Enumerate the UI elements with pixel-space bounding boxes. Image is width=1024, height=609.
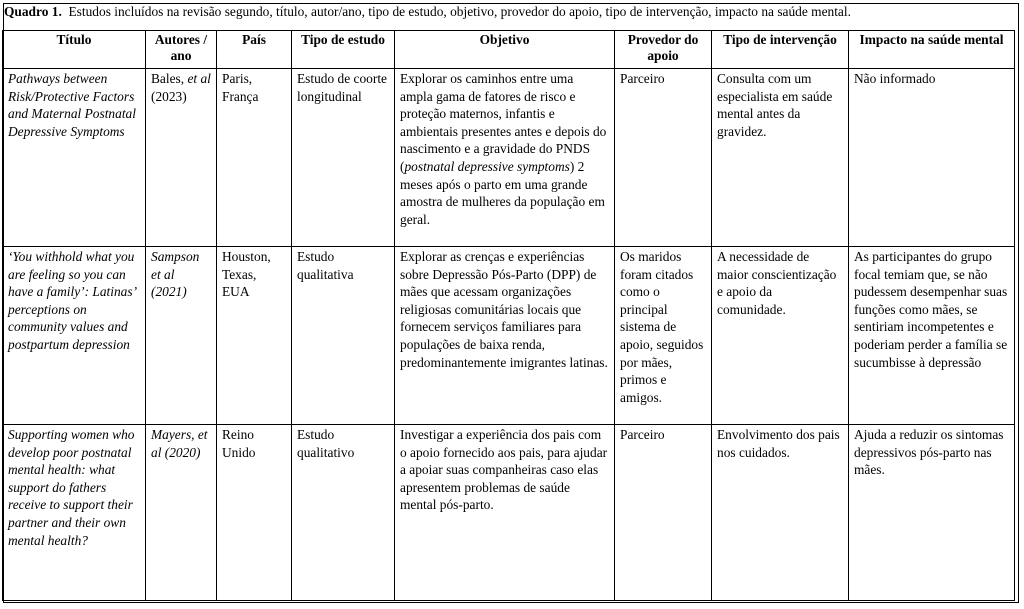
cell-impacto: Não informado: [849, 69, 1015, 247]
cell-provedor: Os maridos foram citados como o principal sistema de apoio, seguidos por mães, primos e amigos.: [615, 247, 712, 425]
cell-autor: Sampson et al (2021): [146, 247, 217, 425]
cell-tipo-intervencao: Consulta com um especialista em saúde mental antes da gravidez.: [712, 69, 849, 247]
cell-provedor: Parceiro: [615, 69, 712, 247]
cell-titulo: ‘You withhold what you are feeling so you can have a family’: Latinas’ perceptions on community values and postpartum depression: [3, 247, 146, 425]
header-tipo-intervencao: Tipo de intervenção: [712, 31, 849, 69]
header-impacto: Impacto na saúde mental: [849, 31, 1015, 69]
cell-pais: Paris, França: [217, 69, 292, 247]
cell-objetivo-text-c: ) 2 meses após o parto em uma grande amostra de mulheres da população em geral.: [400, 158, 605, 227]
cell-objetivo: Investigar a experiência dos pais com o apoio fornecido aos pais, para ajudar a apoiar suas companheiras caso elas apresentem problemas de saúde mental pós-parto.: [395, 425, 615, 601]
header-autores: Autores / ano: [146, 31, 217, 69]
cell-autor-etal: et al: [187, 71, 211, 86]
cell-impacto: Ajuda a reduzir os sintomas depressivos pós-parto nas mães.: [849, 425, 1015, 601]
cell-provedor: Parceiro: [615, 425, 712, 601]
header-titulo: Título: [3, 31, 146, 69]
header-tipo-estudo: Tipo de estudo: [292, 31, 395, 69]
cell-pais: Houston, Texas, EUA: [217, 247, 292, 425]
cell-autor-year: (2023): [151, 88, 187, 104]
caption-label: Quadro 1.: [4, 4, 62, 19]
table-row: [3, 247, 1015, 425]
caption-text: Estudos incluídos na revisão segundo, título, autor/ano, tipo de estudo, objetivo, provedor do apoio, tipo de intervenção, impacto na saúde mental.: [68, 4, 851, 19]
cell-autor: [146, 69, 217, 247]
table-row: [3, 425, 1015, 601]
cell-objetivo: Explorar as crenças e experiências sobre Depressão Pós-Parto (DPP) de mães que acessam organizações religiosas comunitárias locais que fornecem serviços familiares para populações de baixa renda, predominantemente imigrantes latinas.: [395, 247, 615, 425]
cell-tipo-intervencao: A necessidade de maior conscientização e apoio da comunidade.: [712, 247, 849, 425]
cell-tipo-estudo: Estudo qualitativa: [292, 247, 395, 425]
cell-tipo-estudo: Estudo qualitativo: [292, 425, 395, 601]
cell-autor-name: Bales,: [151, 71, 185, 86]
cell-autor: Mayers, et al (2020): [146, 425, 217, 601]
studies-table: [2, 30, 1015, 601]
table-caption: [4, 2, 851, 22]
cell-titulo: Supporting women who develop poor postnatal mental health: what support do fathers receive to support their partner and their own mental health?: [3, 425, 146, 601]
header-provedor: Provedor do apoio: [615, 31, 712, 69]
cell-objetivo: [395, 69, 615, 247]
header-pais: País: [217, 31, 292, 69]
cell-pais: Reino Unido: [217, 425, 292, 601]
cell-tipo-estudo: Estudo de coorte longitudinal: [292, 69, 395, 247]
table-header-row: [3, 31, 1015, 69]
table-row: [3, 69, 1015, 247]
cell-impacto: As participantes do grupo focal temiam que, se não pudessem desempenhar suas funções como mães, se sentiriam incompetentes e poderiam perder a família se sucumbisse à depressão: [849, 247, 1015, 425]
cell-tipo-intervencao: Envolvimento dos pais nos cuidados.: [712, 425, 849, 601]
cell-titulo: Pathways between Risk/Protective Factors and Maternal Postnatal Depressive Symptoms: [3, 69, 146, 247]
cell-objetivo-text-a: Explorar os caminhos entre uma ampla gama de fatores de risco e proteção maternos, infantis e ambientais presentes antes e depois do nascimento e a gravidade do PNDS (: [400, 71, 607, 174]
header-objetivo: Objetivo: [395, 31, 615, 69]
cell-objetivo-italic: postnatal depressive symptoms: [404, 158, 570, 174]
